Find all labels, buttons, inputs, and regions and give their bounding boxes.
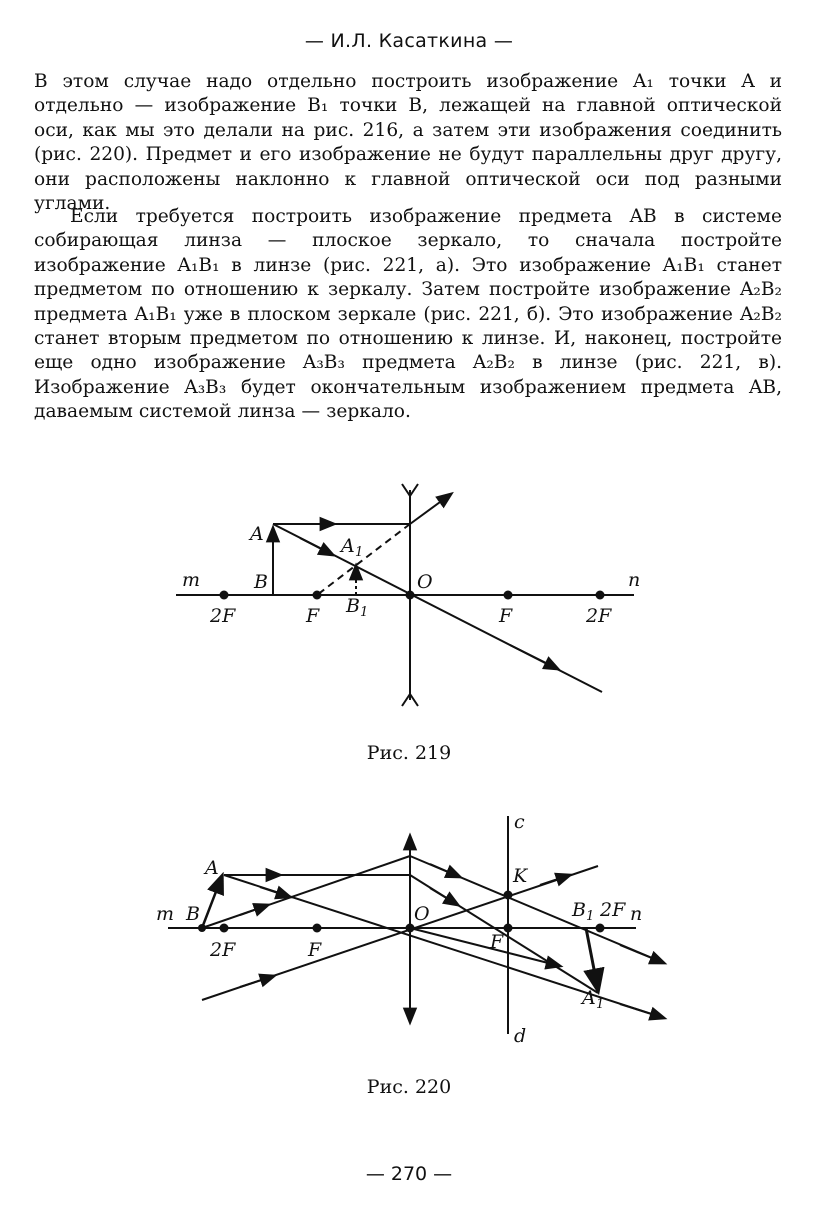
paragraph-1: В этом случае надо отдельно построить изображение A₁ точки A и отдельно — изображение B₁ точки B, лежащей на главной оптической оси, как мы это делали на рис. 216, а затем эти изображения соединить (рис. 220). Предмет и его изображение не будут параллельны друг другу, они расположены наклонно к главной оптической оси под разными углами. [34,71,782,215]
label-m: m [182,569,201,591]
label-O: O [414,903,430,925]
ray-B-upper [202,856,410,928]
label-A1-sub: 1 [355,545,364,560]
label-F-right: F [499,605,513,627]
figure-220-caption: Рис. 220 [366,1076,452,1098]
label-2F-right: 2F [600,899,626,921]
point-2F-right [596,924,605,933]
paragraph-2: Если требуется построить изображение предмета AB в системе собирающая линза — плоское зеркало, то сначала постройте изображение A₁B₁ в линзе (рис. 221, а). Это изображение A₁B₁ станет предметом по отношению к зеркалу. Затем постройте изображение A₂B₂ предмета A₁B₁ уже в плоском зеркале (рис. 221, б). Это изображение A₂B₂ станет вторым предметом по отношению к линзе. И, наконец, постройте еще одно изображение A₃B₃ предмета A₂B₂ в линзе (рис. 221, в). Изображение A₃B₃ будет окончательным изображением предмета AB, даваемым системой линза — зеркало. [34,206,782,423]
label-F-left: F [306,605,320,627]
label-n: n [628,569,641,591]
label-m: m [156,903,175,925]
point-2F-left [220,924,229,933]
label-B1: B [572,899,586,921]
image-arrow [586,928,598,990]
label-d: d [514,1025,527,1047]
figure-219-diagram [0,470,818,710]
page-number: — 270 — [365,1163,453,1185]
label-c: c [514,811,525,833]
label-F-left: F [308,939,322,961]
point-2F-left [220,591,229,600]
label-B: B [186,903,200,925]
label-B: B [254,571,268,593]
ray-diverged [410,494,451,524]
label-2F-right: 2F [586,605,612,627]
object-arrow [202,876,222,928]
label-O: O [417,571,433,593]
figure-220-diagram [0,808,818,1048]
point-F-left [313,591,322,600]
label-n: n [630,903,643,925]
label-A1-sub: 1 [596,997,605,1012]
point-O [406,591,415,600]
point-K [504,891,513,900]
label-K: K [513,865,528,887]
label-A1: A [341,535,355,557]
point-2F-right [596,591,605,600]
label-A: A [205,857,219,879]
label-B1-sub: 1 [586,909,595,924]
figure-219-caption: Рис. 219 [366,742,452,764]
label-A: A [250,523,264,545]
point-F-right [504,591,513,600]
running-header: — И.Л. Касаткина — [304,30,514,52]
point-F-right [504,924,513,933]
point-B [198,924,206,932]
label-2F-left: 2F [210,605,236,627]
label-A1: A [582,987,596,1009]
label-B1-sub: 1 [360,605,369,620]
label-F-right: F [490,931,504,953]
label-2F-left: 2F [210,939,236,961]
point-F-left [313,924,322,933]
ray-dashed-extension [317,524,410,595]
label-B1: B [346,595,360,617]
